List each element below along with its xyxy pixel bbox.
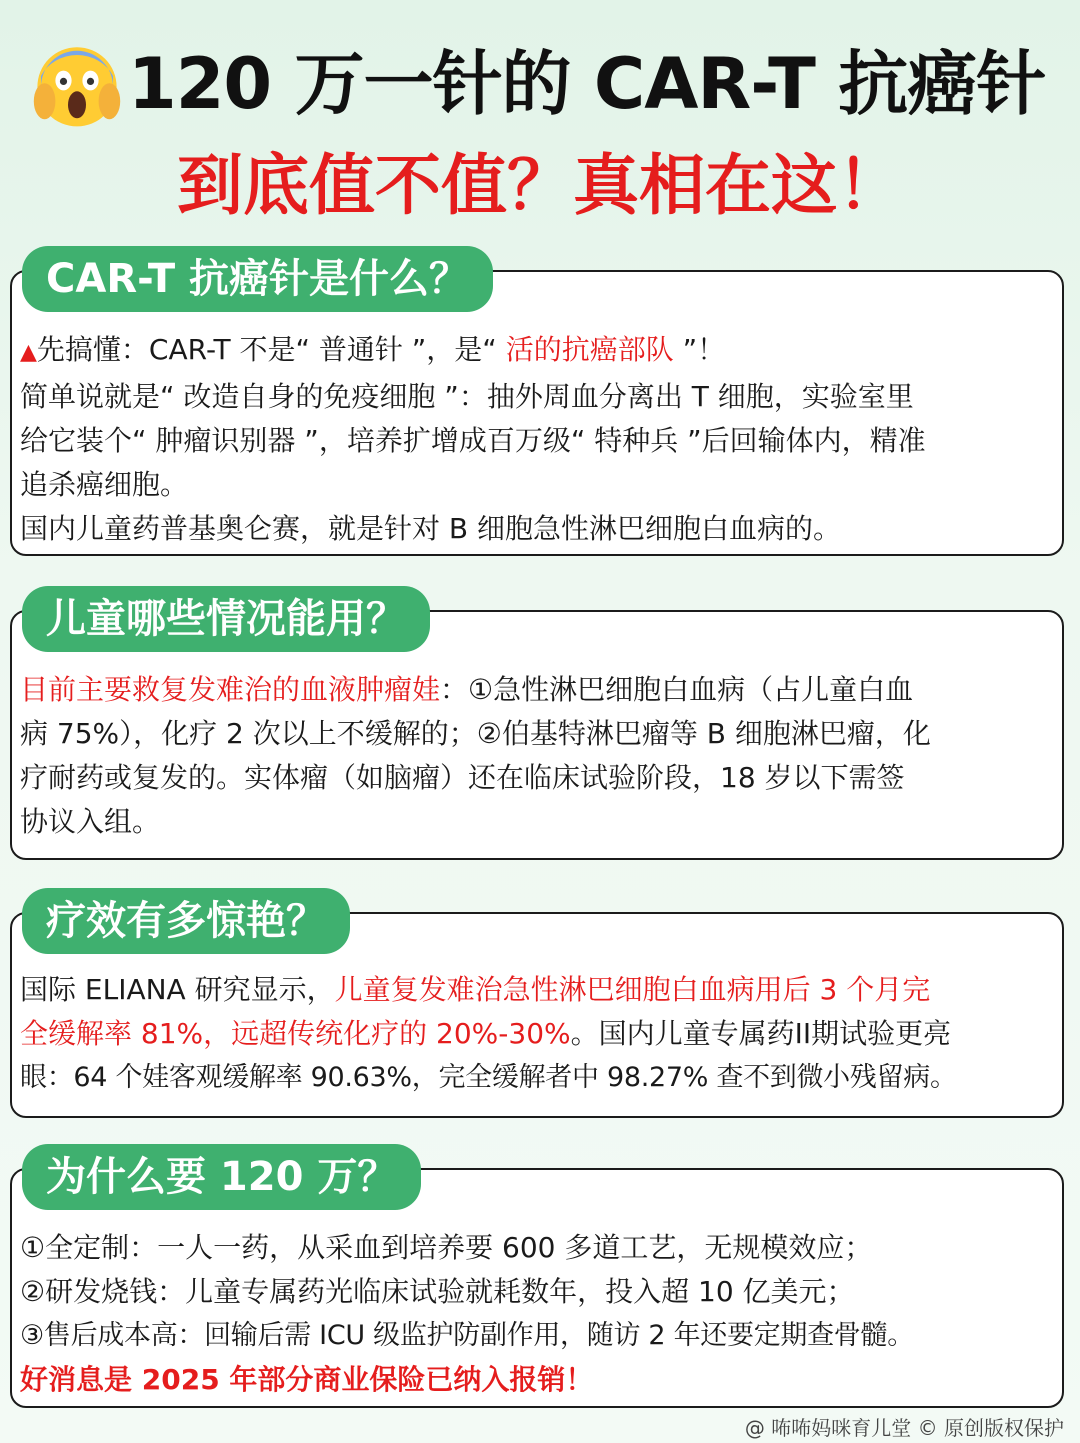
- section-body-eligibility: 目前主要救复发难治的血液肿瘤娃：①急性淋巴细胞白血病（占儿童白血 病 75%），化疗 2 次以上不缓解的；②伯基特淋巴瘤等 B 细胞淋巴瘤，化 疗耐药或复发的。实体瘤（如脑瘤）还在临床试验阶段，18 岁以下需签 协议入组。: [20, 673, 931, 838]
- section-body-cost: ①全定制：一人一药，从采血到培养要 600 多道工艺，无规模效应； ②研发烧钱：儿童专属药光临床试验就耗数年，投入超 10 亿美元； ③售后成本高：回输后需 ICU 级监护防副作用，随访 2 年还要定期查骨髓。 好消息是 2025 年部分商业保险已纳入报销！: [20, 1231, 914, 1396]
- section-body-what-is: ▲先搞懂：CAR-T 不是“ 普通针 ”，是“ 活的抗癌部队 ”！ 简单说就是“ 改造自身的免疫细胞 ”：抽外周血分离出 T 细胞，实验室里 给它装个“ 肿瘤识别器 ”，培养扩增成百万级“ 特种兵 ”后回输体内，精准 追杀癌细胞。 国内儿童药普基奥仑赛，就是针对 B 细胞急性淋巴细胞白血病的。: [20, 333, 926, 545]
- section-heading-efficacy: 疗效有多惊艳？: [22, 888, 350, 954]
- page-title: 120 万一针的 CAR-T 抗癌针: [128, 43, 1046, 125]
- copyright-footer: @ 咘咘妈咪育儿堂 © 原创版权保护: [744, 1416, 1064, 1440]
- section-heading-cost: 为什么要 120 万？: [22, 1144, 421, 1210]
- header: [0, 0, 1080, 240]
- triangle-marker-icon: ▲: [20, 340, 37, 365]
- section-heading-eligibility: 儿童哪些情况能用？: [22, 586, 430, 652]
- screaming-face-emoji-icon: [32, 40, 122, 130]
- section-heading-what-is: CAR-T 抗癌针是什么？: [22, 246, 493, 312]
- page-subtitle: 到底值不值？真相在这！: [177, 147, 903, 224]
- section-body-efficacy: 国际 ELIANA 研究显示，儿童复发难治急性淋巴细胞白血病用后 3 个月完 全缓解率 81%，远超传统化疗的 20%-30%。国内儿童专属药II期试验更亮 眼：64 个娃客观缓解率 90.63%，完全缓解者中 98.27% 查不到微小残留病。: [20, 973, 957, 1093]
